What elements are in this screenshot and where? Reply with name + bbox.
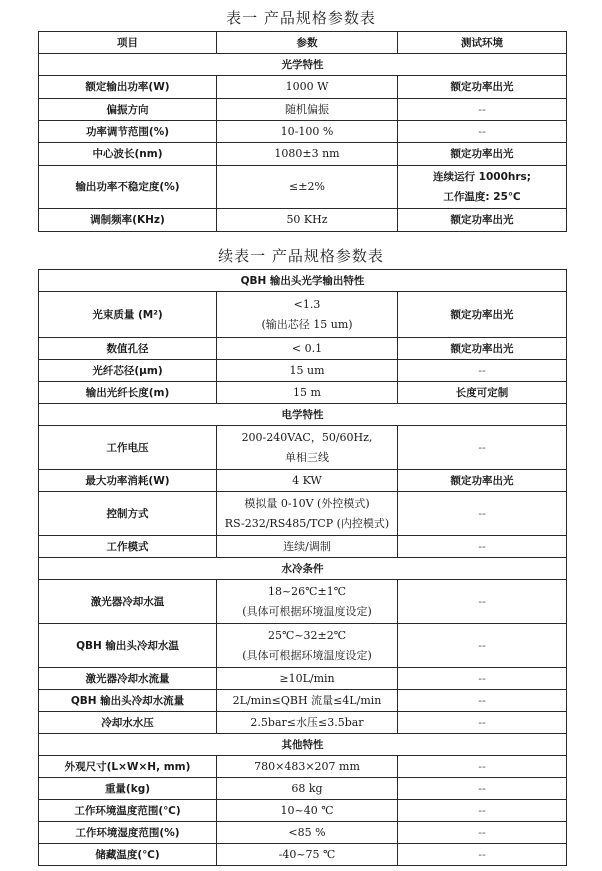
test-condition-cell: -- [398,360,567,382]
param-name-cell: 控制方式 [39,492,217,536]
table-row [39,734,567,756]
param-name-cell: 最大功率消耗(W) [39,470,217,492]
test-condition-cell: -- [398,624,567,668]
param-name-cell: 输出功率不稳定度(%) [39,166,217,209]
param-name-cell: QBH 输出头冷却水温 [39,624,217,668]
table-row [39,32,567,54]
param-value-cell: 15 m [217,382,398,404]
section-title: 其他特性 [39,734,567,756]
table-row [39,756,567,778]
param-name-cell: 工作环境湿度范围(%) [39,822,217,844]
spec-table-1 [38,31,567,232]
table2-title: 续表一 产品规格参数表 [218,247,384,265]
table-row [39,470,567,492]
table-row [39,536,567,558]
table-row [39,209,567,232]
table1-title: 表一 产品规格参数表 [226,9,376,27]
test-condition-cell: -- [398,99,567,121]
param-value-cell: 15 um [217,360,398,382]
table-row [39,690,567,712]
test-condition-cell: -- [398,121,567,143]
param-value-cell: 780×483×207 mm [217,756,398,778]
param-value-cell: < 0.1 [217,338,398,360]
column-header: 参数 [217,32,398,54]
param-value-cell: 10~40 ℃ [217,800,398,822]
param-value-cell: 25℃~32±2℃ (具体可根据环境温度设定) [217,624,398,668]
test-condition-cell: -- [398,580,567,624]
table-row [39,426,567,470]
test-condition-cell: 额定功率出光 [398,338,567,360]
param-name-cell: 调制频率(KHz) [39,209,217,232]
table-row [39,143,567,166]
param-name-cell: 中心波长(nm) [39,143,217,166]
param-value-cell: 模拟量 0-10V (外控模式) RS-232/RS485/TCP (内控模式) [217,492,398,536]
test-condition-cell: 长度可定制 [398,382,567,404]
spec-table-2 [38,269,567,866]
table-row [39,558,567,580]
param-name-cell: 重量(kg) [39,778,217,800]
table-row [39,360,567,382]
test-condition-cell: 额定功率出光 [398,292,567,338]
param-name-cell: 数值孔径 [39,338,217,360]
test-condition-cell: -- [398,690,567,712]
param-value-cell: <1.3 (输出芯径 15 um) [217,292,398,338]
test-condition-cell: -- [398,668,567,690]
param-value-cell: -40~75 ℃ [217,844,398,866]
param-value-cell: 4 KW [217,470,398,492]
table-row [39,54,567,76]
test-condition-cell: -- [398,536,567,558]
column-header: 测试环境 [398,32,567,54]
param-value-cell: 1000 W [217,76,398,99]
table-row [39,166,567,209]
table-row [39,822,567,844]
test-condition-cell: 额定功率出光 [398,209,567,232]
param-value-cell: 10-100 % [217,121,398,143]
test-condition-cell: 额定功率出光 [398,143,567,166]
test-condition-cell: 额定功率出光 [398,470,567,492]
param-value-cell: ≤±2% [217,166,398,209]
table-row [39,844,567,866]
param-name-cell: 工作电压 [39,426,217,470]
param-value-cell: 1080±3 nm [217,143,398,166]
param-name-cell: 功率调节范围(%) [39,121,217,143]
test-condition-cell: 连续运行 1000hrs; 工作温度: 25℃ [398,166,567,209]
test-condition-cell: 额定功率出光 [398,76,567,99]
table-row [39,712,567,734]
param-name-cell: 激光器冷却水流量 [39,668,217,690]
test-condition-cell: -- [398,822,567,844]
param-name-cell: 冷却水水压 [39,712,217,734]
param-value-cell: 2.5bar≤水压≤3.5bar [217,712,398,734]
param-value-cell: 200-240VAC，50/60Hz, 单相三线 [217,426,398,470]
param-value-cell: 18~26℃±1℃ (具体可根据环境温度设定) [217,580,398,624]
param-value-cell: 50 KHz [217,209,398,232]
table-row [39,800,567,822]
param-name-cell: 额定输出功率(W) [39,76,217,99]
table-row [39,270,567,292]
table-row [39,382,567,404]
param-value-cell: 连续/调制 [217,536,398,558]
table-row [39,121,567,143]
table-row [39,778,567,800]
table-row [39,292,567,338]
param-name-cell: 工作环境温度范围(℃) [39,800,217,822]
param-value-cell: 68 kg [217,778,398,800]
table-row [39,492,567,536]
table-row [39,580,567,624]
param-value-cell: <85 % [217,822,398,844]
param-name-cell: 输出光纤长度(m) [39,382,217,404]
param-name-cell: 光纤芯径(μm) [39,360,217,382]
test-condition-cell: -- [398,778,567,800]
table-row [39,99,567,121]
section-title: QBH 输出头光学输出特性 [39,270,567,292]
param-value-cell: 随机偏振 [217,99,398,121]
test-condition-cell: -- [398,756,567,778]
param-value-cell: 2L/min≤QBH 流量≤4L/min [217,690,398,712]
test-condition-cell: -- [398,844,567,866]
param-name-cell: 工作模式 [39,536,217,558]
param-name-cell: 偏振方向 [39,99,217,121]
param-name-cell: 外观尺寸(L×W×H, mm) [39,756,217,778]
param-name-cell: 光束质量 (M²) [39,292,217,338]
table-row [39,338,567,360]
test-condition-cell: -- [398,800,567,822]
test-condition-cell: -- [398,712,567,734]
test-condition-cell: -- [398,492,567,536]
param-name-cell: 储藏温度(℃) [39,844,217,866]
table-row [39,668,567,690]
test-condition-cell: -- [398,426,567,470]
param-value-cell: ≥10L/min [217,668,398,690]
column-header: 项目 [39,32,217,54]
table-row [39,624,567,668]
section-title: 电学特性 [39,404,567,426]
section-title: 水冷条件 [39,558,567,580]
table-row [39,404,567,426]
param-name-cell: 激光器冷却水温 [39,580,217,624]
section-title: 光学特性 [39,54,567,76]
param-name-cell: QBH 输出头冷却水流量 [39,690,217,712]
table-row [39,76,567,99]
